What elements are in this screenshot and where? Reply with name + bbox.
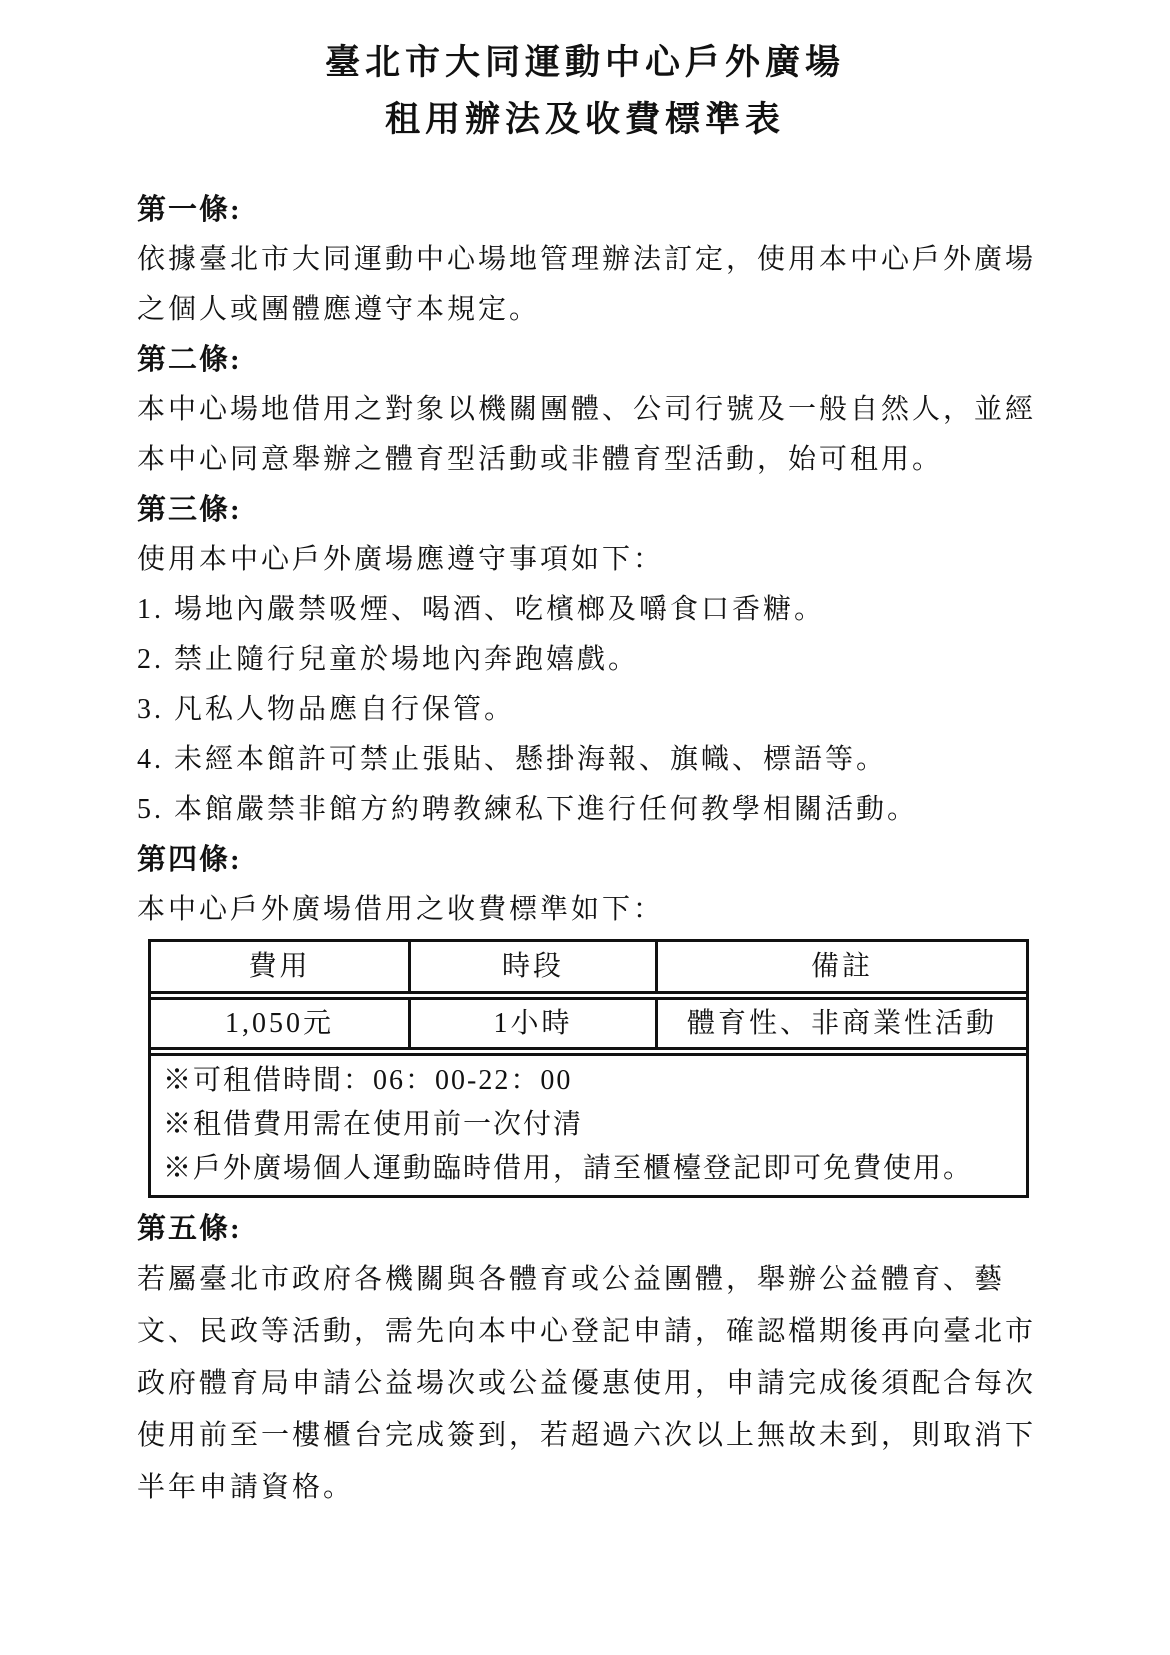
fee-table-note-1: ※可租借時間：06：00-22：00 (163, 1065, 573, 1096)
title-line-1: 臺北市大同運動中心戶外廣場 (324, 43, 845, 82)
fee-table-header-timeslot: 時段 (411, 942, 658, 991)
article-5 (137, 1204, 1037, 1514)
fee-table-cell-timeslot: 1小時 (411, 1000, 658, 1047)
article-1-line: 依據臺北市大同運動中心場地管理辦法訂定，使用本中心戶外廣場 (137, 244, 1037, 275)
fee-table-header-remarks: 備註 (810, 951, 873, 982)
fee-table-header-row (151, 942, 1026, 1000)
article-4-intro: 本中心戶外廣場借用之收費標準如下： (137, 894, 665, 925)
document-title (0, 34, 1170, 148)
fee-table-note-2: ※租借費用需在使用前一次付清 (163, 1109, 584, 1140)
article-3-item-1: 1. 場地內嚴禁吸煙、喝酒、吃檳榔及嚼食口香糖。 (137, 594, 826, 625)
article-5-line: 若屬臺北市政府各機關與各體育或公益團體，舉辦公益體育、藝 (137, 1264, 1006, 1295)
fee-table-cell-fee: 1,050元 (151, 1000, 411, 1047)
fee-table (148, 939, 1029, 1198)
article-5-line: 使用前至一樓櫃台完成簽到，若超過六次以上無故未到，則取消下 (137, 1420, 1037, 1451)
article-1-line: 之個人或團體應遵守本規定。 (137, 294, 541, 325)
article-3-heading: 第三條: (137, 494, 242, 526)
article-3-item-3: 3. 凡私人物品應自行保管。 (137, 694, 516, 725)
article-5-line: 政府體育局申請公益場次或公益優惠使用，申請完成後須配合每次 (137, 1368, 1037, 1399)
article-5-heading: 第五條: (137, 1213, 242, 1245)
fee-table-notes (151, 1056, 1026, 1195)
fee-table-cell-remarks: 體育性、非商業性活動 (686, 1008, 997, 1039)
fee-table-note-3: ※戶外廣場個人運動臨時借用，請至櫃檯登記即可免費使用。 (163, 1153, 974, 1184)
article-3-item-2: 2. 禁止隨行兒童於場地內奔跑嬉戲。 (137, 644, 640, 675)
article-3-item-5: 5. 本館嚴禁非館方約聘教練私下進行任何教學相關活動。 (137, 794, 919, 825)
document-body (137, 185, 1037, 1514)
article-3-intro: 使用本中心戶外廣場應遵守事項如下： (137, 544, 665, 575)
article-1-heading: 第一條: (137, 194, 242, 226)
title-line-2: 租用辦法及收費標準表 (384, 100, 785, 139)
article-3-item-4: 4. 未經本館許可禁止張貼、懸掛海報、旗幟、標語等。 (137, 744, 888, 775)
article-2-line: 本中心同意舉辦之體育型活動或非體育型活動，始可租用。 (137, 444, 944, 475)
fee-table-data-row (151, 1000, 1026, 1056)
article-2-heading: 第二條: (137, 344, 242, 376)
article-5-line: 文、民政等活動，需先向本中心登記申請，確認檔期後再向臺北市 (137, 1316, 1037, 1347)
article-5-line: 半年申請資格。 (137, 1472, 355, 1503)
article-2-line: 本中心場地借用之對象以機關團體、公司行號及一般自然人，並經 (137, 394, 1037, 425)
fee-table-header-fee: 費用 (151, 942, 411, 991)
article-4-heading: 第四條: (137, 844, 242, 876)
